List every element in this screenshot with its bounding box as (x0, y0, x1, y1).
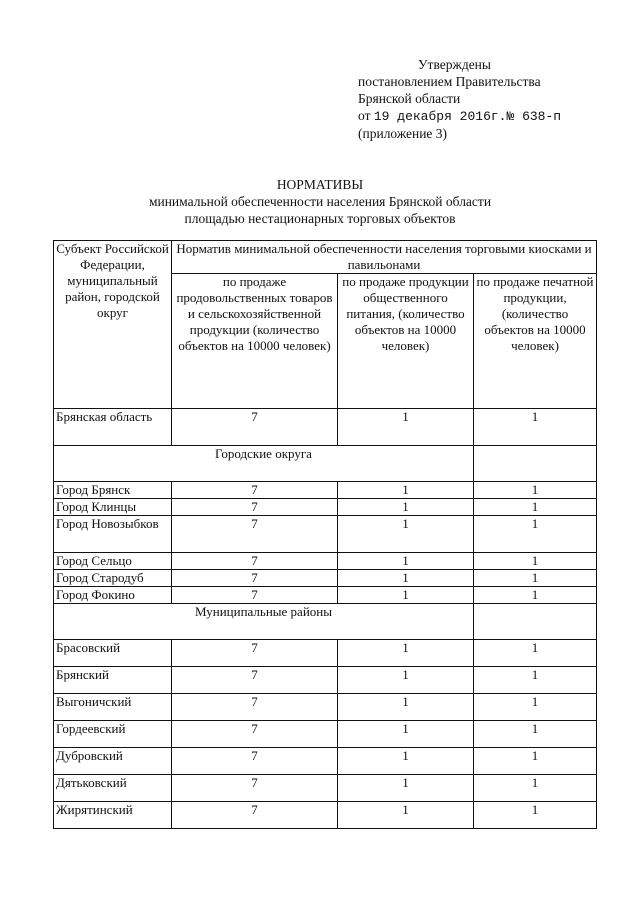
col-header-food: по продаже продовольственных товаров и сельскохозяйственной продукции (количество объектов на 10000 человек) (172, 274, 338, 409)
row-name: Город Сельцо (54, 553, 172, 570)
row-value: 1 (474, 553, 597, 570)
row-name: Город Стародуб (54, 570, 172, 587)
row-value: 1 (338, 482, 474, 499)
row-name: Брянский (54, 667, 172, 694)
group-header: Норматив минимальной обеспеченности населения торговыми киосками и павильонами (172, 241, 597, 274)
row-value: 7 (172, 694, 338, 721)
table-row (54, 482, 597, 499)
table-row (54, 499, 597, 516)
row-name: Брасовский (54, 640, 172, 667)
row-value: 1 (474, 409, 597, 446)
table-row (54, 409, 597, 446)
row-value: 1 (338, 775, 474, 802)
section-empty-cell (474, 604, 597, 640)
row-value: 1 (474, 516, 597, 553)
row-value: 1 (338, 802, 474, 829)
approval-line: Утверждены (418, 57, 491, 72)
row-value: 1 (338, 570, 474, 587)
table-row (54, 802, 597, 829)
row-value: 7 (172, 721, 338, 748)
table-row (54, 721, 597, 748)
row-name: Брянская область (54, 409, 172, 446)
row-value: 7 (172, 748, 338, 775)
section-empty-cell (474, 446, 597, 482)
row-value: 1 (338, 553, 474, 570)
approval-date: 19 декабря 2016г.№ 638-п (373, 109, 562, 124)
row-value: 7 (172, 802, 338, 829)
col-header-print: по продаже печатной продукции, (количество объектов на 10000 человек) (474, 274, 597, 409)
row-value: 7 (172, 587, 338, 604)
row-value: 1 (474, 694, 597, 721)
row-value: 7 (172, 553, 338, 570)
row-name: Город Фокино (54, 587, 172, 604)
row-value: 1 (338, 499, 474, 516)
table-header-row (54, 241, 597, 274)
approval-line: (приложение 3) (358, 126, 448, 141)
row-value: 1 (474, 499, 597, 516)
row-value: 7 (172, 516, 338, 553)
row-value: 7 (172, 667, 338, 694)
row-name: Дятьковский (54, 775, 172, 802)
section-label: Городские округа (54, 446, 474, 482)
approval-block (358, 56, 628, 142)
row-value: 1 (474, 775, 597, 802)
row-value: 1 (338, 409, 474, 446)
row-name: Дубровский (54, 748, 172, 775)
row-name: Город Клинцы (54, 499, 172, 516)
row-name: Город Брянск (54, 482, 172, 499)
row-name: Выгоничский (54, 694, 172, 721)
table-row (54, 775, 597, 802)
row-value: 1 (338, 694, 474, 721)
approval-date-prefix: от (358, 108, 371, 123)
approval-line: Брянской области (358, 91, 461, 106)
col-header-catering: по продаже продукции общественного питания, (количество объектов на 10000 человек) (338, 274, 474, 409)
section-row (54, 604, 597, 640)
row-value: 7 (172, 775, 338, 802)
document-subtitle: площадью нестационарных торговых объектов (184, 211, 456, 226)
document-title: НОРМАТИВЫ (276, 177, 364, 192)
row-value: 1 (474, 640, 597, 667)
row-value: 7 (172, 570, 338, 587)
row-value: 7 (172, 409, 338, 446)
row-value: 1 (338, 667, 474, 694)
row-value: 1 (338, 640, 474, 667)
row-value: 1 (474, 802, 597, 829)
normatives-table (53, 240, 597, 829)
section-label: Муниципальные районы (54, 604, 474, 640)
document-subtitle: минимальной обеспеченности населения Брянской области (148, 194, 492, 209)
document-heading (0, 176, 640, 227)
row-value: 1 (338, 748, 474, 775)
row-value: 1 (474, 721, 597, 748)
table-row (54, 516, 597, 553)
table-row (54, 570, 597, 587)
row-name: Жирятинский (54, 802, 172, 829)
row-value: 1 (338, 516, 474, 553)
row-value: 1 (474, 748, 597, 775)
row-value: 7 (172, 640, 338, 667)
row-value: 1 (474, 482, 597, 499)
row-value: 1 (474, 667, 597, 694)
row-value: 1 (474, 587, 597, 604)
row-value: 1 (474, 570, 597, 587)
section-row (54, 446, 597, 482)
row-value: 7 (172, 482, 338, 499)
row-name: Город Новозыбков (54, 516, 172, 553)
table-row (54, 748, 597, 775)
row-value: 1 (338, 721, 474, 748)
subject-header: Субъект Российской Федерации, муниципальный район, городской округ (54, 241, 172, 409)
table-row (54, 694, 597, 721)
row-value: 1 (338, 587, 474, 604)
row-value: 7 (172, 499, 338, 516)
table-row (54, 667, 597, 694)
approval-line: постановлением Правительства (358, 74, 541, 89)
approval-date-line (358, 107, 628, 125)
table-row (54, 587, 597, 604)
table-row (54, 553, 597, 570)
table-row (54, 640, 597, 667)
row-name: Гордеевский (54, 721, 172, 748)
